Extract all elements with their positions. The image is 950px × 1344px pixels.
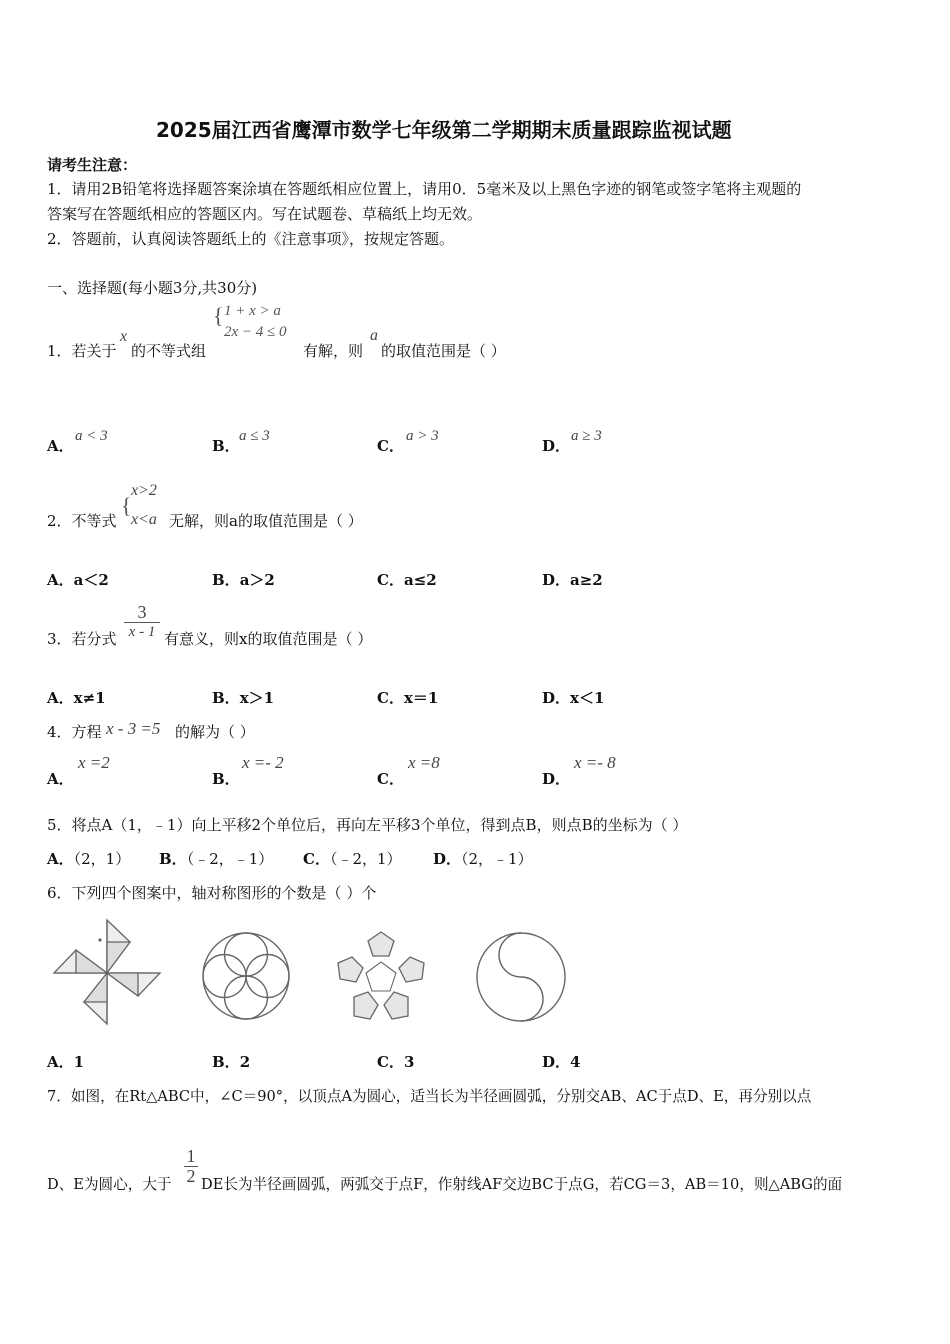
flower-circle-figure: [200, 930, 292, 1022]
q5-text: 5．将点A（1，﹣1）向上平移2个单位后，再向左平移3个单位，得到点B，则点B的坐标为（ ）: [47, 816, 688, 834]
page-title: 2025届江西省鹰潭市数学七年级第二学期期末质量跟踪监视试题: [156, 118, 732, 142]
q3-option-d-label: D．: [542, 689, 571, 707]
q5-option-c-value: （﹣2，1）: [329, 850, 402, 868]
q6-option-a: [47, 1051, 84, 1072]
q2-option-c: [377, 569, 437, 590]
q7-fraction: [184, 1146, 198, 1185]
q3-option-b: [212, 687, 274, 708]
section-heading: 一、选择题(每小题3分,共30分): [47, 279, 258, 297]
q2-option-a: [47, 569, 109, 590]
q4-option-c-value: x =8: [408, 753, 440, 772]
q2-number: 2．不等式: [47, 512, 117, 530]
q2-option-a-value: a＜2: [73, 571, 109, 589]
q3-tail: 有意义，则x的取值范围是（ ）: [164, 630, 373, 648]
q1-option-a-value: a < 3: [75, 428, 108, 444]
q2-option-d-label: D．: [542, 571, 571, 589]
q1-brace: {: [213, 303, 224, 328]
q1-option-b-value: a ≤ 3: [239, 428, 270, 444]
notice-line-1: 1．请用2B铅笔将选择题答案涂填在答题纸相应位置上，请用0．5毫米及以上黑色字迹的钢笔或签字笔将主观题的: [47, 180, 802, 198]
q6-option-c-label: C．: [377, 1053, 404, 1071]
q1-system-line-2: 2x − 4 ≤ 0: [224, 324, 287, 340]
q3-fraction-denominator: x - 1: [128, 624, 156, 640]
q5-option-a-label: A．: [47, 850, 74, 868]
q2-brace: {: [121, 493, 132, 518]
q3-option-c: [377, 687, 438, 708]
q1-tail: 的取值范围是（ ）: [381, 342, 506, 360]
q2-option-b: [212, 569, 275, 590]
q1-option-b-label: B．: [212, 437, 240, 455]
q3-number: 3．若分式: [47, 630, 117, 648]
q3-option-b-value: x＞1: [239, 689, 275, 707]
notice-header: 请考生注意：: [47, 156, 138, 174]
q5-option-d-value: （2，﹣1）: [461, 850, 533, 868]
s-curve-circle-figure: [474, 930, 568, 1024]
q6-option-b: [212, 1051, 250, 1072]
q2-system-line-2: x<a: [131, 511, 157, 528]
q7-line-2-post: DE长为半径画圆弧，两弧交于点F，作射线AF交边BC于点G，若CG＝3，AB＝10，则△ABG的面: [201, 1176, 843, 1193]
q4-equation: x - 3 =5: [106, 719, 161, 738]
q1-system-line-1: 1 + x > a: [224, 303, 281, 319]
q6-option-d-value: 4: [570, 1053, 581, 1071]
q4-option-b-value: x =- 2: [242, 753, 284, 772]
q4-option-d-label: D．: [542, 770, 571, 788]
q7-fraction-denominator: 2: [186, 1166, 196, 1186]
q1-var-a: a: [370, 327, 378, 344]
q3-fraction: [124, 602, 160, 641]
q6-option-c-value: 3: [403, 1053, 415, 1071]
q3-option-a: [47, 687, 106, 708]
q4-option-a-value: x =2: [78, 753, 110, 772]
q6-option-a-label: A．: [47, 1053, 74, 1071]
q3-option-d-value: x＜1: [570, 689, 605, 707]
q6-option-b-value: 2: [239, 1053, 251, 1071]
pentagon-ring-figure: [334, 930, 428, 1022]
q2-option-d: [542, 569, 603, 590]
pinwheel-figure: [52, 918, 162, 1028]
q7-fraction-numerator: 1: [186, 1146, 196, 1166]
q7-line-2-pre: D、E为圆心，大于: [47, 1176, 172, 1193]
q1-option-d-label: D．: [542, 437, 571, 455]
q5-option-b-value: （﹣2，﹣1）: [186, 850, 274, 868]
q2-option-b-value: a＞2: [239, 571, 275, 589]
q6-option-d: [542, 1051, 580, 1072]
notice-line-2: 答案写在答题纸相应的答题区内。写在试题卷、草稿纸上均无效。: [47, 205, 483, 223]
q1-after-text: 有解，则: [303, 342, 364, 360]
q4-option-d-value: x =- 8: [574, 753, 616, 772]
q5-option-a: [47, 848, 130, 869]
q1-mid-text: 的不等式组: [131, 342, 207, 360]
q1-option-c-value: a > 3: [406, 428, 439, 444]
q3-option-a-value: x≠1: [73, 689, 106, 707]
q4-number: 4．方程: [47, 723, 102, 741]
q2-option-d-value: a≥2: [570, 571, 603, 589]
q2-option-c-value: a≤2: [403, 571, 437, 589]
q4-option-a-label: A．: [47, 770, 74, 788]
q1-option-d-value: a ≥ 3: [571, 428, 602, 444]
q6-option-c: [377, 1051, 414, 1072]
q5-option-d-label: D．: [433, 850, 462, 868]
q3-option-a-label: A．: [47, 689, 74, 707]
q5-option-c: [303, 848, 402, 869]
q3-option-d: [542, 687, 604, 708]
q3-option-c-label: C．: [377, 689, 404, 707]
q2-option-c-label: C．: [377, 571, 404, 589]
q3-fraction-numerator: 3: [137, 602, 147, 622]
q3-option-c-value: x＝1: [403, 689, 439, 707]
q5-option-c-label: C．: [303, 850, 330, 868]
q1-var-x: x: [120, 328, 128, 345]
q7-line-1: 7．如图，在Rt△ABC中，∠C＝90°，以顶点A为圆心，适当长为半径画圆弧，分别交AB、AC于点D、E，再分别以点: [47, 1088, 812, 1105]
q4-option-b-label: B．: [212, 770, 240, 788]
q4-tail: 的解为（ ）: [175, 723, 255, 741]
q5-option-b-label: B．: [159, 850, 187, 868]
q6-text: 6．下列四个图案中，轴对称图形的个数是（ ）个: [47, 884, 377, 902]
q2-tail: 无解，则a的取值范围是（ ）: [169, 512, 363, 530]
q6-option-a-value: 1: [73, 1053, 85, 1071]
q2-option-a-label: A．: [47, 571, 74, 589]
notice-line-3: 2．答题前，认真阅读答题纸上的《注意事项》，按规定答题。: [47, 230, 455, 248]
q6-option-b-label: B．: [212, 1053, 240, 1071]
q4-option-c-label: C．: [377, 770, 404, 788]
q5-option-d: [433, 848, 533, 869]
q5-option-b: [159, 848, 273, 869]
q2-system-line-1: x>2: [131, 482, 157, 499]
q1-option-a-label: A．: [47, 437, 74, 455]
q2-option-b-label: B．: [212, 571, 240, 589]
q6-option-d-label: D．: [542, 1053, 571, 1071]
q1-number: 1．若关于: [47, 342, 117, 360]
q1-option-c-label: C．: [377, 437, 404, 455]
q3-option-b-label: B．: [212, 689, 240, 707]
q5-option-a-value: （2，1）: [73, 850, 131, 868]
